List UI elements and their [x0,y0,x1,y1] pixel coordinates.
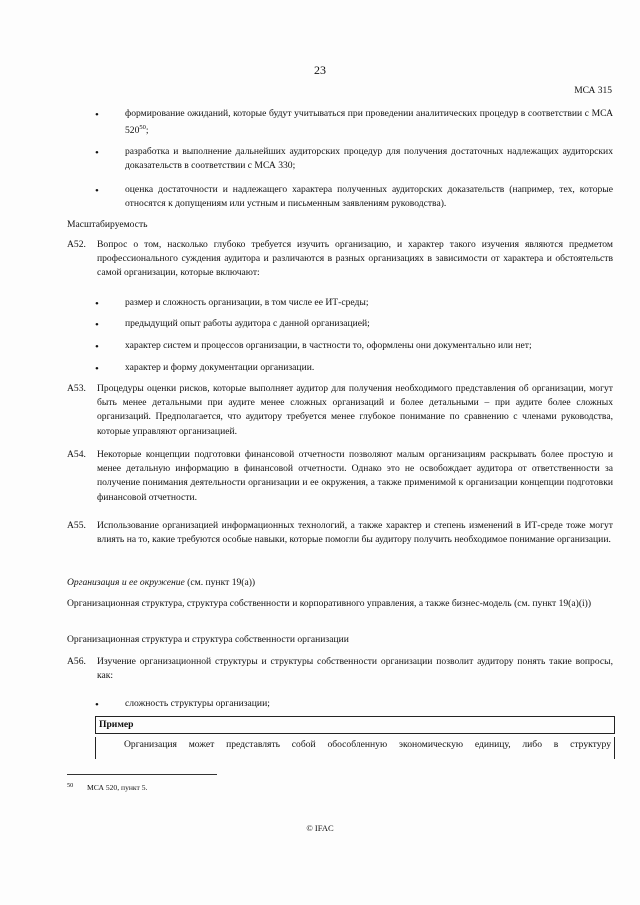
bullet-icon: • [95,363,99,375]
section-heading: Организация и ее окружение (см. пункт 19(a)) [67,577,256,588]
bullet-icon: • [95,185,99,197]
footnote-divider [67,774,217,775]
paragraph-label: A54. [67,449,86,460]
bullet-item: разработка и выполнение дальнейших аудиторских процедур для получения достаточных надлежащих аудиторских доказательств в соответствии с МСА 330; [125,146,613,172]
bullet-item: размер и сложность организации, в том числе ее ИТ-среды; [125,297,369,308]
bullet-item: формирование ожиданий, которые будут учитываться при проведении аналитических процедур в соответствии с МСА $520^{50}$; [125,108,613,137]
bullet-item: предыдущий опыт работы аудитора с данной организацией; [125,318,370,329]
bullet-item: сложность структуры организации; [125,698,270,709]
paragraph-structure: Организационная структура, структура собственности и корпоративного управления, а также бизнес-модель (см. пункт 19(a)(i)) [67,598,592,609]
bullet-icon: • [95,147,99,159]
bullet-item: характер систем и процессов организации, в частности то, оформлены они документально или нет; [125,340,532,351]
subheading: Организационная структура и структура собственности организации [67,634,349,645]
paragraph-label: A55. [67,520,86,531]
example-box-body [95,737,615,759]
standard-code: МСА 315 [574,86,612,96]
paragraph-a53: Процедуры оценки рисков, которые выполняет аудитор для получения необходимого представления об организации, могут быть менее детальными при аудите менее сложных организаций и более детальными – при аудите более сложных организаций. Предполагается, что аудитору требуется менее глубокое понимание по сравнению с членами руководства, которые управляют организацией. [97,383,613,437]
paragraph-a56: Изучение организационной структуры и структуры собственности организации позволит аудитору понять такие вопросы, как: [97,656,613,682]
bullet-icon: • [95,319,99,331]
example-text: Организация может представлять собой обособленную экономическую единицу, либо в структуру [124,739,611,750]
paragraph-label: A53. [67,383,86,394]
bullet-icon: • [95,699,99,711]
copyright: © IFAC [306,823,334,833]
bullet-icon: • [95,109,99,121]
bullet-item: оценка достаточности и надлежащего характера полученных аудиторских доказательств (например, тех, которые относятся к допущениям или устным и письменным заявлениям руководства). [125,184,613,210]
paragraph-a54: Некоторые концепции подготовки финансовой отчетности позволяют малым организациям раскрывать более простую и менее детальную информацию в финансовой отчетности. Однако это не освобождает аудитора от ответственности за получение понимания деятельности организации и ее окружения, а также применимой к организации концепции подготовки финансовой отчетности. [97,449,613,503]
footnote-ref: 50 [139,124,146,132]
paragraph-label: A56. [67,656,86,667]
section-heading: Масштабируемость [67,219,148,230]
example-box-header [95,716,615,734]
footnote-number: 50 [67,782,74,789]
paragraph-a52: Вопрос о том, насколько глубоко требуется изучить организацию, и характер такого изучения являются предметом профессионального суждения аудитора и различаются в разных организациях в зависимости от характера и обстоятельств самой организации, которые включают: [97,239,613,279]
example-title: Пример [99,719,134,730]
bullet-icon: • [95,298,99,310]
footnote-text: МСА 520, пункт 5. [87,783,148,792]
page-number: 23 [314,63,326,77]
paragraph-label: A52. [67,239,86,250]
bullet-icon: • [95,341,99,353]
bullet-item: характер и форму документации организации. [125,362,315,373]
paragraph-a55: Использование организацией информационных технологий, а также характер и степень изменений в ИТ-среде тоже могут влиять на то, какие требуются особые навыки, которые помогли бы аудитору получить необходимое понимание организации. [97,520,613,546]
